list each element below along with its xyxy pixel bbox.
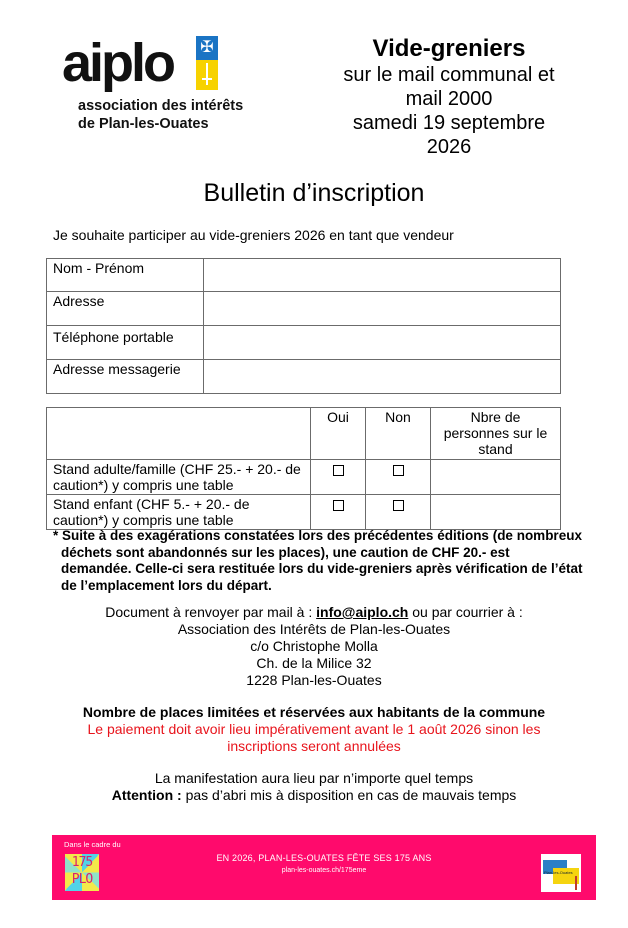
- header-persons: Nbre de personnes sur le stand: [431, 408, 561, 460]
- event-location-line2: mail 2000: [405, 88, 493, 110]
- header-empty: [47, 408, 311, 460]
- address-field[interactable]: [204, 292, 561, 326]
- field-label: Adresse: [47, 292, 204, 326]
- form-row-address: [47, 292, 561, 326]
- name-field[interactable]: [204, 259, 561, 292]
- form-row-email: [47, 360, 561, 394]
- table-row-child-stand: [47, 495, 561, 530]
- stand-table-header: [47, 408, 561, 460]
- contact-form-table: [46, 258, 561, 394]
- table-row-adult-stand: [47, 460, 561, 495]
- field-label: Téléphone portable: [47, 326, 204, 360]
- event-date-line2: 2026: [426, 136, 472, 158]
- phone-field[interactable]: [204, 326, 561, 360]
- event-location-line1: sur le mail communal et: [343, 64, 555, 86]
- anniversary-banner: [52, 835, 596, 900]
- checkbox-child-non[interactable]: [393, 500, 404, 511]
- weather-notice: [0, 770, 628, 804]
- places-notice: Nombre de places limitées et réservées aux habitants de la commune: [82, 704, 546, 720]
- coat-of-arms-icon: [196, 36, 218, 90]
- logo-subtitle-line1: association des intérêts: [78, 98, 244, 114]
- header-non: Non: [366, 408, 431, 460]
- email-link[interactable]: info@aiplo.ch: [316, 604, 409, 620]
- checkbox-adult-non[interactable]: [393, 465, 404, 476]
- return-suffix: ou par courrier à :: [408, 604, 523, 620]
- header-oui: Oui: [311, 408, 366, 460]
- form-row-phone: [47, 326, 561, 360]
- logo-wordmark: aiplo: [62, 33, 174, 93]
- form-row-name: [47, 259, 561, 292]
- document-title: Bulletin d’inscription: [203, 179, 425, 207]
- field-label: Nom - Prénom: [47, 259, 204, 292]
- deposit-footnote: [53, 528, 583, 594]
- return-prefix: Document à renvoyer par mail à :: [105, 604, 317, 620]
- return-instructions: [0, 604, 628, 689]
- footnote-first-line: Suite à des exagérations constatées lors des précédentes éditions (de nombreux: [62, 528, 582, 543]
- maltese-cross-icon: ✠: [196, 36, 218, 60]
- attention-text: pas d’abri mis à disposition en cas de mauvais temps: [181, 787, 517, 803]
- logo-subtitle-line2: de Plan-les-Ouates: [78, 116, 209, 132]
- stand-label: Stand adulte/famille (CHF 25.- + 20.- de caution*) y compris une table: [47, 460, 311, 495]
- address-line: 1228 Plan-les-Ouates: [246, 672, 382, 688]
- footnote-marker: *: [53, 528, 59, 543]
- address-line: Association des Intérêts de Plan-les-Ouates: [177, 621, 451, 637]
- intro-text: Je souhaite participer au vide-greniers 2026 en tant que vendeur: [53, 227, 454, 243]
- event-date-line1: samedi 19 septembre: [352, 112, 546, 134]
- address-line: c/o Christophe Molla: [250, 638, 378, 654]
- weather-text: La manifestation aura lieu par n’importe quel temps: [154, 770, 474, 786]
- persons-field-adult[interactable]: [431, 460, 561, 495]
- attention-label: Attention :: [111, 787, 182, 803]
- footnote-rest: déchets sont abandonnés sur les places), une caution de CHF 20.- est demandée. Celle-ci sera restituée lors du vide-greniers après vérification de l’état de l’emplacement lors du départ.: [61, 544, 583, 593]
- stand-label: Stand enfant (CHF 5.- + 20.- de caution*) y compris une table: [47, 495, 311, 530]
- aiplo-logo: [62, 33, 292, 136]
- 175-plo-badge-icon: 175 PLO: [65, 854, 99, 891]
- banner-cadre-text: Dans le cadre du: [64, 840, 121, 849]
- banner-headline: EN 2026, PLAN-LES-OUATES FÊTE SES 175 ANS: [216, 853, 432, 863]
- checkbox-child-oui[interactable]: [333, 500, 344, 511]
- event-header: [318, 35, 580, 159]
- event-title: Vide-greniers: [372, 35, 526, 62]
- payment-warning: Le paiement doit avoir lieu impérativement avant le 1 août 2026 sinon les inscriptions seront annulées: [87, 721, 541, 754]
- address-line: Ch. de la Milice 32: [256, 655, 372, 671]
- checkbox-adult-oui[interactable]: [333, 465, 344, 476]
- persons-field-child[interactable]: [431, 495, 561, 530]
- commune-logo-icon: Plan-les-Ouates: [541, 854, 581, 892]
- email-field[interactable]: [204, 360, 561, 394]
- field-label: Adresse messagerie: [47, 360, 204, 394]
- stand-table: [46, 407, 561, 530]
- sword-icon: [206, 63, 208, 85]
- banner-url: plan-les-ouates.ch/175eme: [281, 867, 367, 874]
